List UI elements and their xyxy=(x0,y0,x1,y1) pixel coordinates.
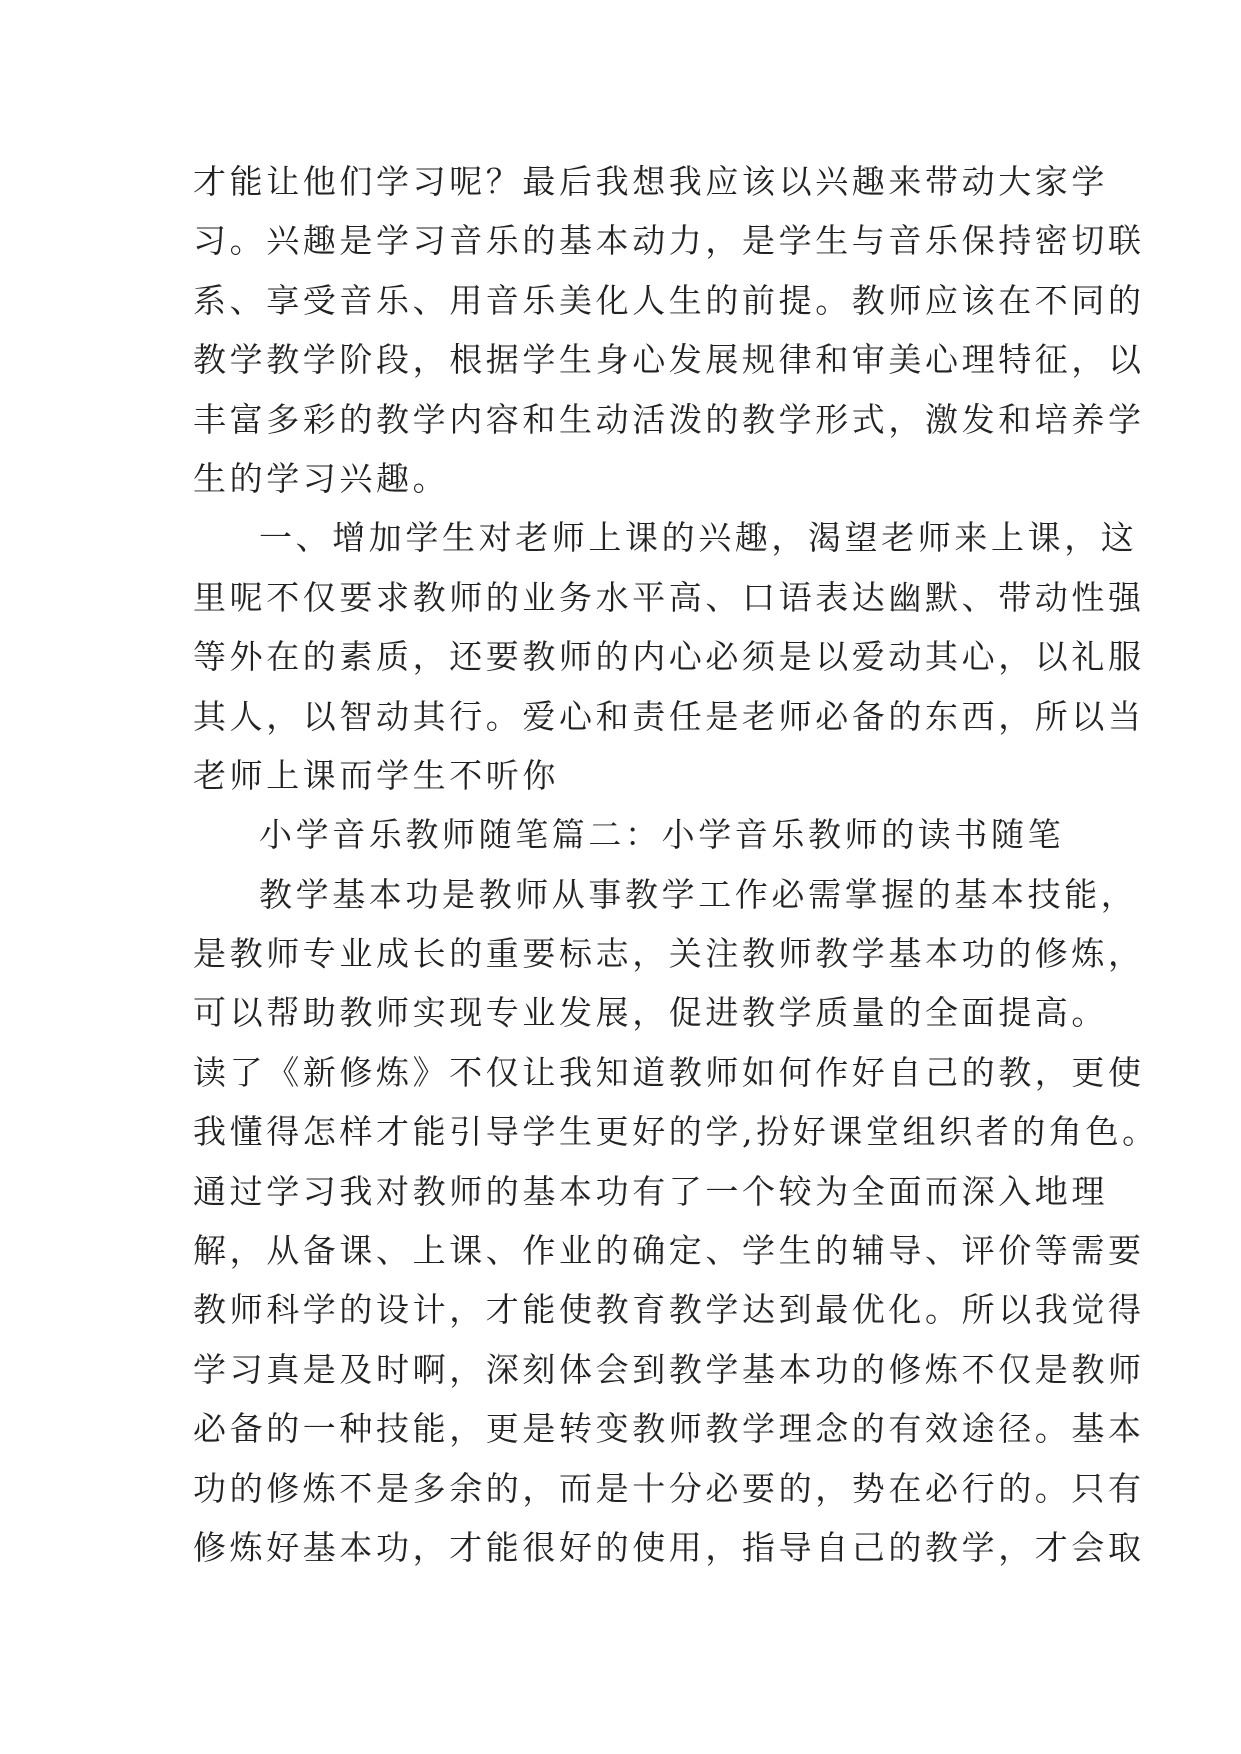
section-heading: 小学音乐教师随笔篇二：小学音乐教师的读书随笔 xyxy=(259,815,1065,855)
paragraph-start-line: 一、增加学生对老师上课的兴趣，渴望老师来上课，这 xyxy=(259,518,1138,558)
text-line: 读了《新修炼》不仅让我知道教师如何作好自己的教，更使 xyxy=(193,1052,1145,1092)
text-line: 才能让他们学习呢？最后我想我应该以兴趣来带动大家学 xyxy=(193,162,1108,201)
text-line: 习。兴趣是学习音乐的基本动力，是学生与音乐保持密切联 xyxy=(193,221,1145,261)
text-line: 功的修炼不是多余的，而是十分必要的，势在必行的。只有 xyxy=(193,1468,1145,1508)
text-line: 里呢不仅要求教师的业务水平高、口语表达幽默、带动性强 xyxy=(193,577,1145,617)
text-line: 我懂得怎样才能引导学生更好的学,扮好课堂组织者的角色。 xyxy=(193,1112,1159,1152)
text-line: 修炼好基本功，才能很好的使用，指导自己的教学，才会取 xyxy=(193,1527,1145,1567)
text-line: 等外在的素质，还要教师的内心必须是以爱动其心，以礼服 xyxy=(193,637,1145,677)
text-line: 解，从备课、上课、作业的确定、学生的辅导、评价等需要 xyxy=(193,1231,1145,1271)
text-line: 学习真是及时啊，深刻体会到教学基本功的修炼不仅是教师 xyxy=(193,1349,1145,1389)
text-line: 系、享受音乐、用音乐美化人生的前提。教师应该在不同的 xyxy=(193,280,1145,320)
text-line: 老师上课而学生不听你 xyxy=(193,755,559,795)
text-line: 可以帮助教师实现专业发展，促进教学质量的全面提高。 xyxy=(193,993,1108,1033)
body-text xyxy=(193,152,1159,1577)
text-line: 是教师专业成长的重要标志，关注教师教学基本功的修炼， xyxy=(193,934,1145,974)
text-line: 必备的一种技能，更是转变教师教学理念的有效途径。基本 xyxy=(193,1409,1145,1449)
text-line: 通过学习我对教师的基本功有了一个较为全面而深入地理 xyxy=(193,1171,1108,1211)
text-line: 教学教学阶段，根据学生身心发展规律和审美心理特征，以 xyxy=(193,340,1145,380)
text-line: 生的学习兴趣。 xyxy=(193,458,450,498)
paragraph-start-line: 教学基本功是教师从事教学工作必需掌握的基本技能， xyxy=(259,874,1138,914)
text-line: 其人，以智动其行。爱心和责任是老师必备的东西，所以当 xyxy=(193,696,1145,736)
text-line: 教师科学的设计，才能使教育教学达到最优化。所以我觉得 xyxy=(193,1290,1145,1330)
text-line: 丰富多彩的教学内容和生动活泼的教学形式，激发和培养学 xyxy=(193,399,1145,439)
